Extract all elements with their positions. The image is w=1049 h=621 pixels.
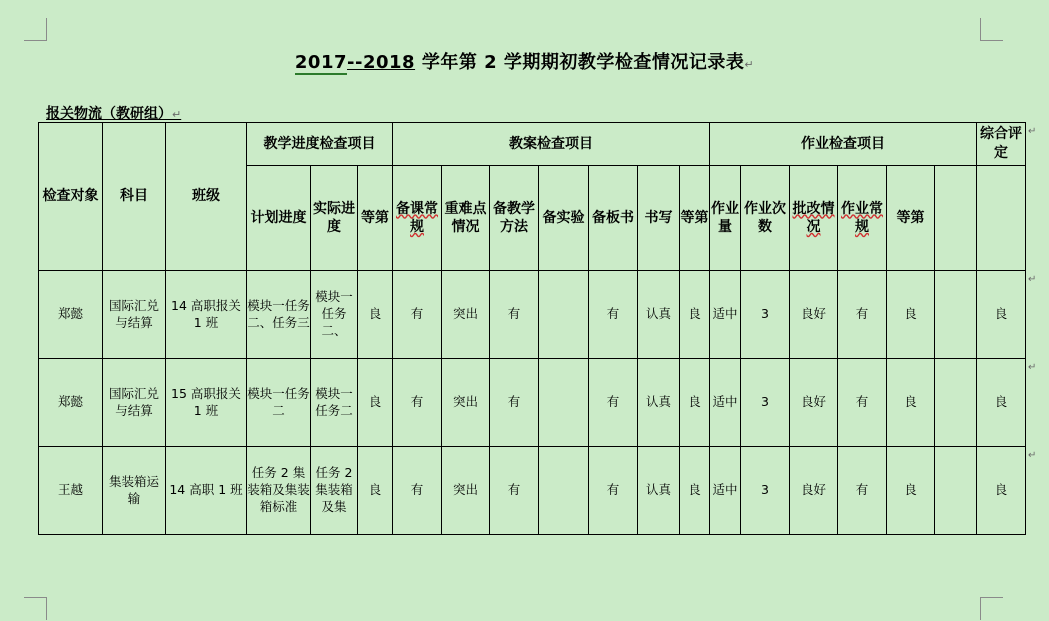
header-grading-status: 批改情况	[790, 166, 838, 271]
header-plan-progress: 计划进度	[247, 166, 311, 271]
header-teaching-method: 备教学方法	[490, 166, 539, 271]
document-title	[0, 48, 1049, 74]
header-prep-experiment: 备实验	[539, 166, 589, 271]
crop-mark-top-left	[24, 18, 47, 41]
cell-prep-experiment	[539, 447, 589, 535]
department-subtitle	[46, 103, 181, 123]
row-end-mark: ↵	[1028, 450, 1037, 461]
cell-hw-routine: 有	[838, 359, 887, 447]
header-row-groups	[39, 123, 1026, 166]
cell-writing: 认真	[638, 447, 680, 535]
cell-progress-grade: 良	[358, 271, 393, 359]
cell-plan-grade: 良	[680, 271, 710, 359]
inspection-table	[38, 122, 1026, 535]
header-progress-grade: 等第	[358, 166, 393, 271]
cell-extra	[935, 447, 977, 535]
cell-hw-routine: 有	[838, 271, 887, 359]
cell-actual-progress: 模块一任务二、	[311, 271, 358, 359]
cell-writing: 认真	[638, 359, 680, 447]
cell-extra	[935, 271, 977, 359]
cell-teacher: 郑懿	[39, 271, 103, 359]
header-hw-grade: 等第	[887, 166, 935, 271]
cell-class: 14 高职 1 班	[166, 447, 247, 535]
cell-hw-count: 3	[741, 359, 790, 447]
header-overall: 综合评定	[977, 123, 1026, 166]
cell-key-points: 突出	[442, 271, 490, 359]
department-name: 报关物流（教研组）	[46, 106, 172, 122]
cell-writing: 认真	[638, 271, 680, 359]
cell-hw-grade: 良	[887, 359, 935, 447]
cell-actual-progress: 任务 2 集装箱及集	[311, 447, 358, 535]
cell-overall: 良	[977, 447, 1026, 535]
header-homework-group: 作业检查项目	[710, 123, 977, 166]
cell-prep-routine: 有	[393, 271, 442, 359]
cell-prep-board: 有	[589, 447, 638, 535]
cell-course: 国际汇兑与结算	[103, 271, 166, 359]
row-end-mark: ↵	[1028, 362, 1037, 373]
cell-course: 国际汇兑与结算	[103, 359, 166, 447]
cell-hw-count: 3	[741, 271, 790, 359]
cell-hw-amount: 适中	[710, 447, 741, 535]
header-key-points: 重难点情况	[442, 166, 490, 271]
row-end-mark: ↵	[1028, 274, 1037, 285]
row-end-mark: ↵	[1028, 126, 1037, 137]
title-rest: 学年第 2 学期期初教学检查情况记录表	[415, 52, 745, 73]
cell-prep-routine: 有	[393, 359, 442, 447]
header-writing: 书写	[638, 166, 680, 271]
cell-grading-status: 良好	[790, 447, 838, 535]
table-row	[39, 271, 1026, 359]
table-row	[39, 447, 1026, 535]
header-empty	[935, 166, 977, 271]
cell-hw-grade: 良	[887, 271, 935, 359]
cell-prep-board: 有	[589, 271, 638, 359]
title-separator: --	[347, 52, 363, 73]
cell-course: 集装箱运输	[103, 447, 166, 535]
title-year-end: 2018	[362, 52, 416, 73]
crop-mark-bottom-left	[24, 597, 47, 620]
cell-prep-experiment	[539, 359, 589, 447]
cell-plan-grade: 良	[680, 447, 710, 535]
cell-hw-count: 3	[741, 447, 790, 535]
cell-grading-status: 良好	[790, 359, 838, 447]
header-overall-empty	[977, 166, 1026, 271]
crop-mark-bottom-right	[980, 597, 1003, 620]
header-progress-group: 教学进度检查项目	[247, 123, 393, 166]
cell-teacher: 王越	[39, 447, 103, 535]
crop-mark-top-right	[980, 18, 1003, 41]
cell-plan-progress: 任务 2 集装箱及集装箱标准	[247, 447, 311, 535]
header-hw-count: 作业次数	[741, 166, 790, 271]
cell-teaching-method: 有	[490, 359, 539, 447]
cell-grading-status: 良好	[790, 271, 838, 359]
cell-plan-progress: 模块一任务二	[247, 359, 311, 447]
header-course: 科目	[103, 123, 166, 271]
title-year-start: 2017	[294, 52, 347, 73]
table-row	[39, 359, 1026, 447]
cell-class: 15 高职报关 1 班	[166, 359, 247, 447]
cell-teacher: 郑懿	[39, 359, 103, 447]
cell-key-points: 突出	[442, 359, 490, 447]
cell-hw-amount: 适中	[710, 359, 741, 447]
paragraph-mark: ↵	[744, 58, 755, 71]
header-hw-amount: 作业量	[710, 166, 741, 271]
cell-progress-grade: 良	[358, 447, 393, 535]
cell-extra	[935, 359, 977, 447]
header-prep-routine: 备课常规	[393, 166, 442, 271]
header-plan-grade: 等第	[680, 166, 710, 271]
cell-teaching-method: 有	[490, 271, 539, 359]
header-prep-board: 备板书	[589, 166, 638, 271]
cell-class: 14 高职报关 1 班	[166, 271, 247, 359]
header-actual-progress: 实际进度	[311, 166, 358, 271]
cell-hw-routine: 有	[838, 447, 887, 535]
cell-key-points: 突出	[442, 447, 490, 535]
cell-progress-grade: 良	[358, 359, 393, 447]
paragraph-mark: ↵	[172, 108, 182, 121]
header-plan-group: 教案检查项目	[393, 123, 710, 166]
cell-overall: 良	[977, 271, 1026, 359]
cell-actual-progress: 模块一任务二	[311, 359, 358, 447]
cell-overall: 良	[977, 359, 1026, 447]
header-hw-routine: 作业常规	[838, 166, 887, 271]
header-subject: 检查对象	[39, 123, 103, 271]
cell-plan-grade: 良	[680, 359, 710, 447]
cell-prep-routine: 有	[393, 447, 442, 535]
header-class: 班级	[166, 123, 247, 271]
cell-hw-amount: 适中	[710, 271, 741, 359]
cell-plan-progress: 模块一任务二、任务三	[247, 271, 311, 359]
cell-prep-experiment	[539, 271, 589, 359]
cell-prep-board: 有	[589, 359, 638, 447]
cell-hw-grade: 良	[887, 447, 935, 535]
cell-teaching-method: 有	[490, 447, 539, 535]
